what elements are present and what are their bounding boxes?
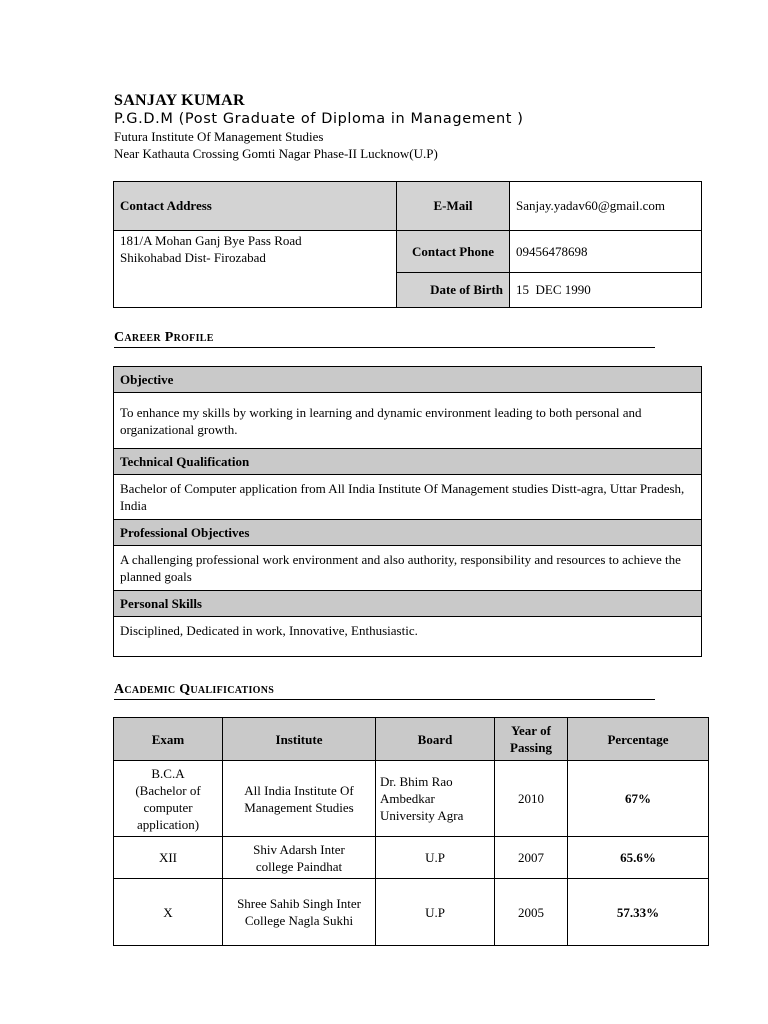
technical-qualification-text: Bachelor of Computer application from All India Institute Of Management studies Distt-agra, Uttar Pradesh, India: [114, 475, 702, 520]
table-row: [114, 837, 709, 879]
board-line: Ambedkar: [380, 791, 435, 806]
exam-line: computer: [143, 799, 193, 815]
percentage-cell: 65.6%: [568, 837, 709, 879]
degree-title: P.G.D.M (Post Graduate of Diploma in Management ): [114, 111, 524, 127]
institute-cell: [223, 837, 376, 879]
contact-address-label: Contact Address: [114, 182, 397, 231]
professional-objectives-text: A challenging professional work environment and also authority, responsibility and resources to achieve the planned goals: [114, 546, 702, 591]
col-year: [495, 718, 568, 761]
phone-value: 09456478698: [510, 231, 702, 273]
technical-qualification-label: Technical Qualification: [114, 449, 702, 475]
objective-text: To enhance my skills by working in learning and dynamic environment leading to both personal and organizational growth.: [114, 393, 702, 449]
year-cell: 2005: [495, 879, 568, 946]
email-value[interactable]: Sanjay.yadav60@gmail.com: [510, 182, 702, 231]
table-row: [114, 761, 709, 837]
institute-cell: [223, 879, 376, 946]
personal-skills-text: Disciplined, Dedicated in work, Innovative, Enthusiastic.: [114, 617, 702, 657]
board-cell: U.P: [376, 879, 495, 946]
board-cell: U.P: [376, 837, 495, 879]
percentage-cell: 67%: [568, 761, 709, 837]
dob-label: Date of Birth: [397, 273, 510, 308]
exam-cell: X: [114, 879, 223, 946]
institute-line: College Nagla Sukhi: [244, 913, 354, 928]
contact-table: [113, 181, 702, 308]
col-year-line-2: Passing: [510, 740, 552, 755]
personal-skills-label: Personal Skills: [114, 591, 702, 617]
col-year-line-1: Year of: [511, 723, 551, 738]
year-cell: 2007: [495, 837, 568, 879]
board-cell: [376, 761, 495, 837]
address-line-1: 181/A Mohan Ganj Bye Pass Road: [120, 233, 302, 248]
col-board: Board: [376, 718, 495, 761]
year-cell: 2010: [495, 761, 568, 837]
institute-address: Near Kathauta Crossing Gomti Nagar Phase-II Lucknow(U.P): [114, 146, 438, 161]
institute-cell: [223, 761, 376, 837]
address-line-2: Shikohabad Dist- Firozabad: [120, 250, 266, 265]
col-percentage: Percentage: [568, 718, 709, 761]
exam-line: (Bachelor of: [135, 782, 201, 798]
institute-line: Management Studies: [244, 799, 354, 815]
academic-qualifications-heading: Academic Qualifications: [114, 682, 655, 700]
academic-table: [113, 717, 709, 946]
institute-line: All India Institute Of: [244, 782, 354, 798]
institute-name: Futura Institute Of Management Studies: [114, 129, 324, 144]
board-line: University Agra: [380, 808, 464, 823]
col-institute: Institute: [223, 718, 376, 761]
dob-value: 15 DEC 1990: [510, 273, 702, 308]
exam-cell: [114, 761, 223, 837]
exam-line: B.C.A: [151, 765, 185, 781]
institute-line: Shree Sahib Singh Inter: [237, 896, 361, 911]
contact-address-value: [114, 231, 397, 308]
professional-objectives-label: Professional Objectives: [114, 520, 702, 546]
table-row: [114, 879, 709, 946]
objective-label: Objective: [114, 367, 702, 393]
col-exam: Exam: [114, 718, 223, 761]
career-profile-heading: Career Profile: [114, 330, 655, 348]
phone-label: Contact Phone: [397, 231, 510, 273]
exam-cell: XII: [114, 837, 223, 879]
board-line: Dr. Bhim Rao: [380, 774, 453, 789]
exam-line: application): [136, 816, 200, 832]
institute-line: Shiv Adarsh Inter: [253, 841, 345, 857]
career-profile-table: [113, 366, 702, 657]
percentage-cell: 57.33%: [568, 879, 709, 946]
email-label: E-Mail: [397, 182, 510, 231]
candidate-name: SANJAY KUMAR: [114, 92, 245, 109]
institute-line: college Paindhat: [255, 858, 343, 874]
